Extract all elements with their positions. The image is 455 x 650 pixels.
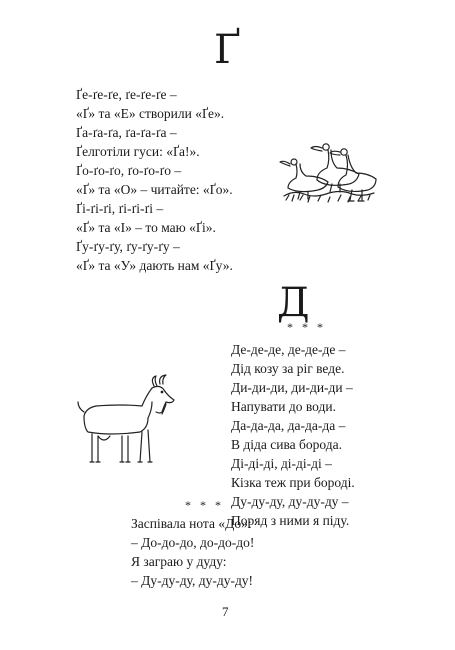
poem-line: Я заграю у дуду: [131, 554, 227, 569]
poem-line: Ґу-ґу-ґу, ґу-ґу-ґу – [76, 239, 180, 254]
poem-line: «Ґ» та «І» – то маю «Ґі». [76, 220, 216, 235]
poem-stanza-g [76, 85, 233, 275]
section-letter-g: Ґ [214, 27, 241, 73]
poem-line: «Ґ» та «Е» створили «Ґе». [76, 106, 225, 121]
poem-line: Ґі-ґі-ґі, ґі-ґі-ґі – [76, 201, 164, 216]
poem-line: Ґе-ґе-ґе, ґе-ґе-ґе – [76, 87, 177, 102]
page-number: 7 [222, 604, 229, 619]
poem-line: «Ґ» та «У» дають нам «Ґу». [76, 258, 233, 273]
stanza-separator: * * * [287, 320, 326, 334]
poem-line: Ду-ду-ду, ду-ду-ду – [231, 494, 349, 509]
poem-line: – До-до-до, до-до-до! [131, 535, 255, 550]
stanza-separator: * * * [185, 498, 224, 512]
geese-illustration-icon [274, 134, 384, 214]
poem-line: Ґелготіли гуси: «Ґа!». [76, 144, 200, 159]
poem-stanza-d [231, 340, 355, 530]
poem-line: В діда сива борода. [231, 437, 342, 452]
poem-line: Ґо-ґо-ґо, ґо-ґо-ґо – [76, 163, 182, 178]
poem-stanza-do [131, 514, 254, 590]
poem-line: Напувати до води. [231, 399, 336, 414]
poem-line: Заспівала нота «До»: [131, 516, 252, 531]
poem-line: Де-де-де, де-де-де – [231, 342, 346, 357]
goat-illustration-icon [76, 374, 176, 469]
poem-line: Кізка теж при бороді. [231, 475, 355, 490]
poem-line: «Ґ» та «О» – читайте: «Ґо». [76, 182, 233, 197]
poem-line: Ґа-ґа-ґа, ґа-ґа-ґа – [76, 125, 177, 140]
section-letter-d: Д [277, 280, 310, 326]
poem-line: Ди-ди-ди, ди-ди-ди – [231, 380, 353, 395]
poem-line: Дід козу за ріг веде. [231, 361, 345, 376]
poem-line: Поряд з ними я піду. [231, 513, 350, 528]
poem-line: Да-да-да, да-да-да – [231, 418, 346, 433]
poem-line: – Ду-ду-ду, ду-ду-ду! [131, 573, 254, 588]
poem-line: Ді-ді-ді, ді-ді-ді – [231, 456, 332, 471]
